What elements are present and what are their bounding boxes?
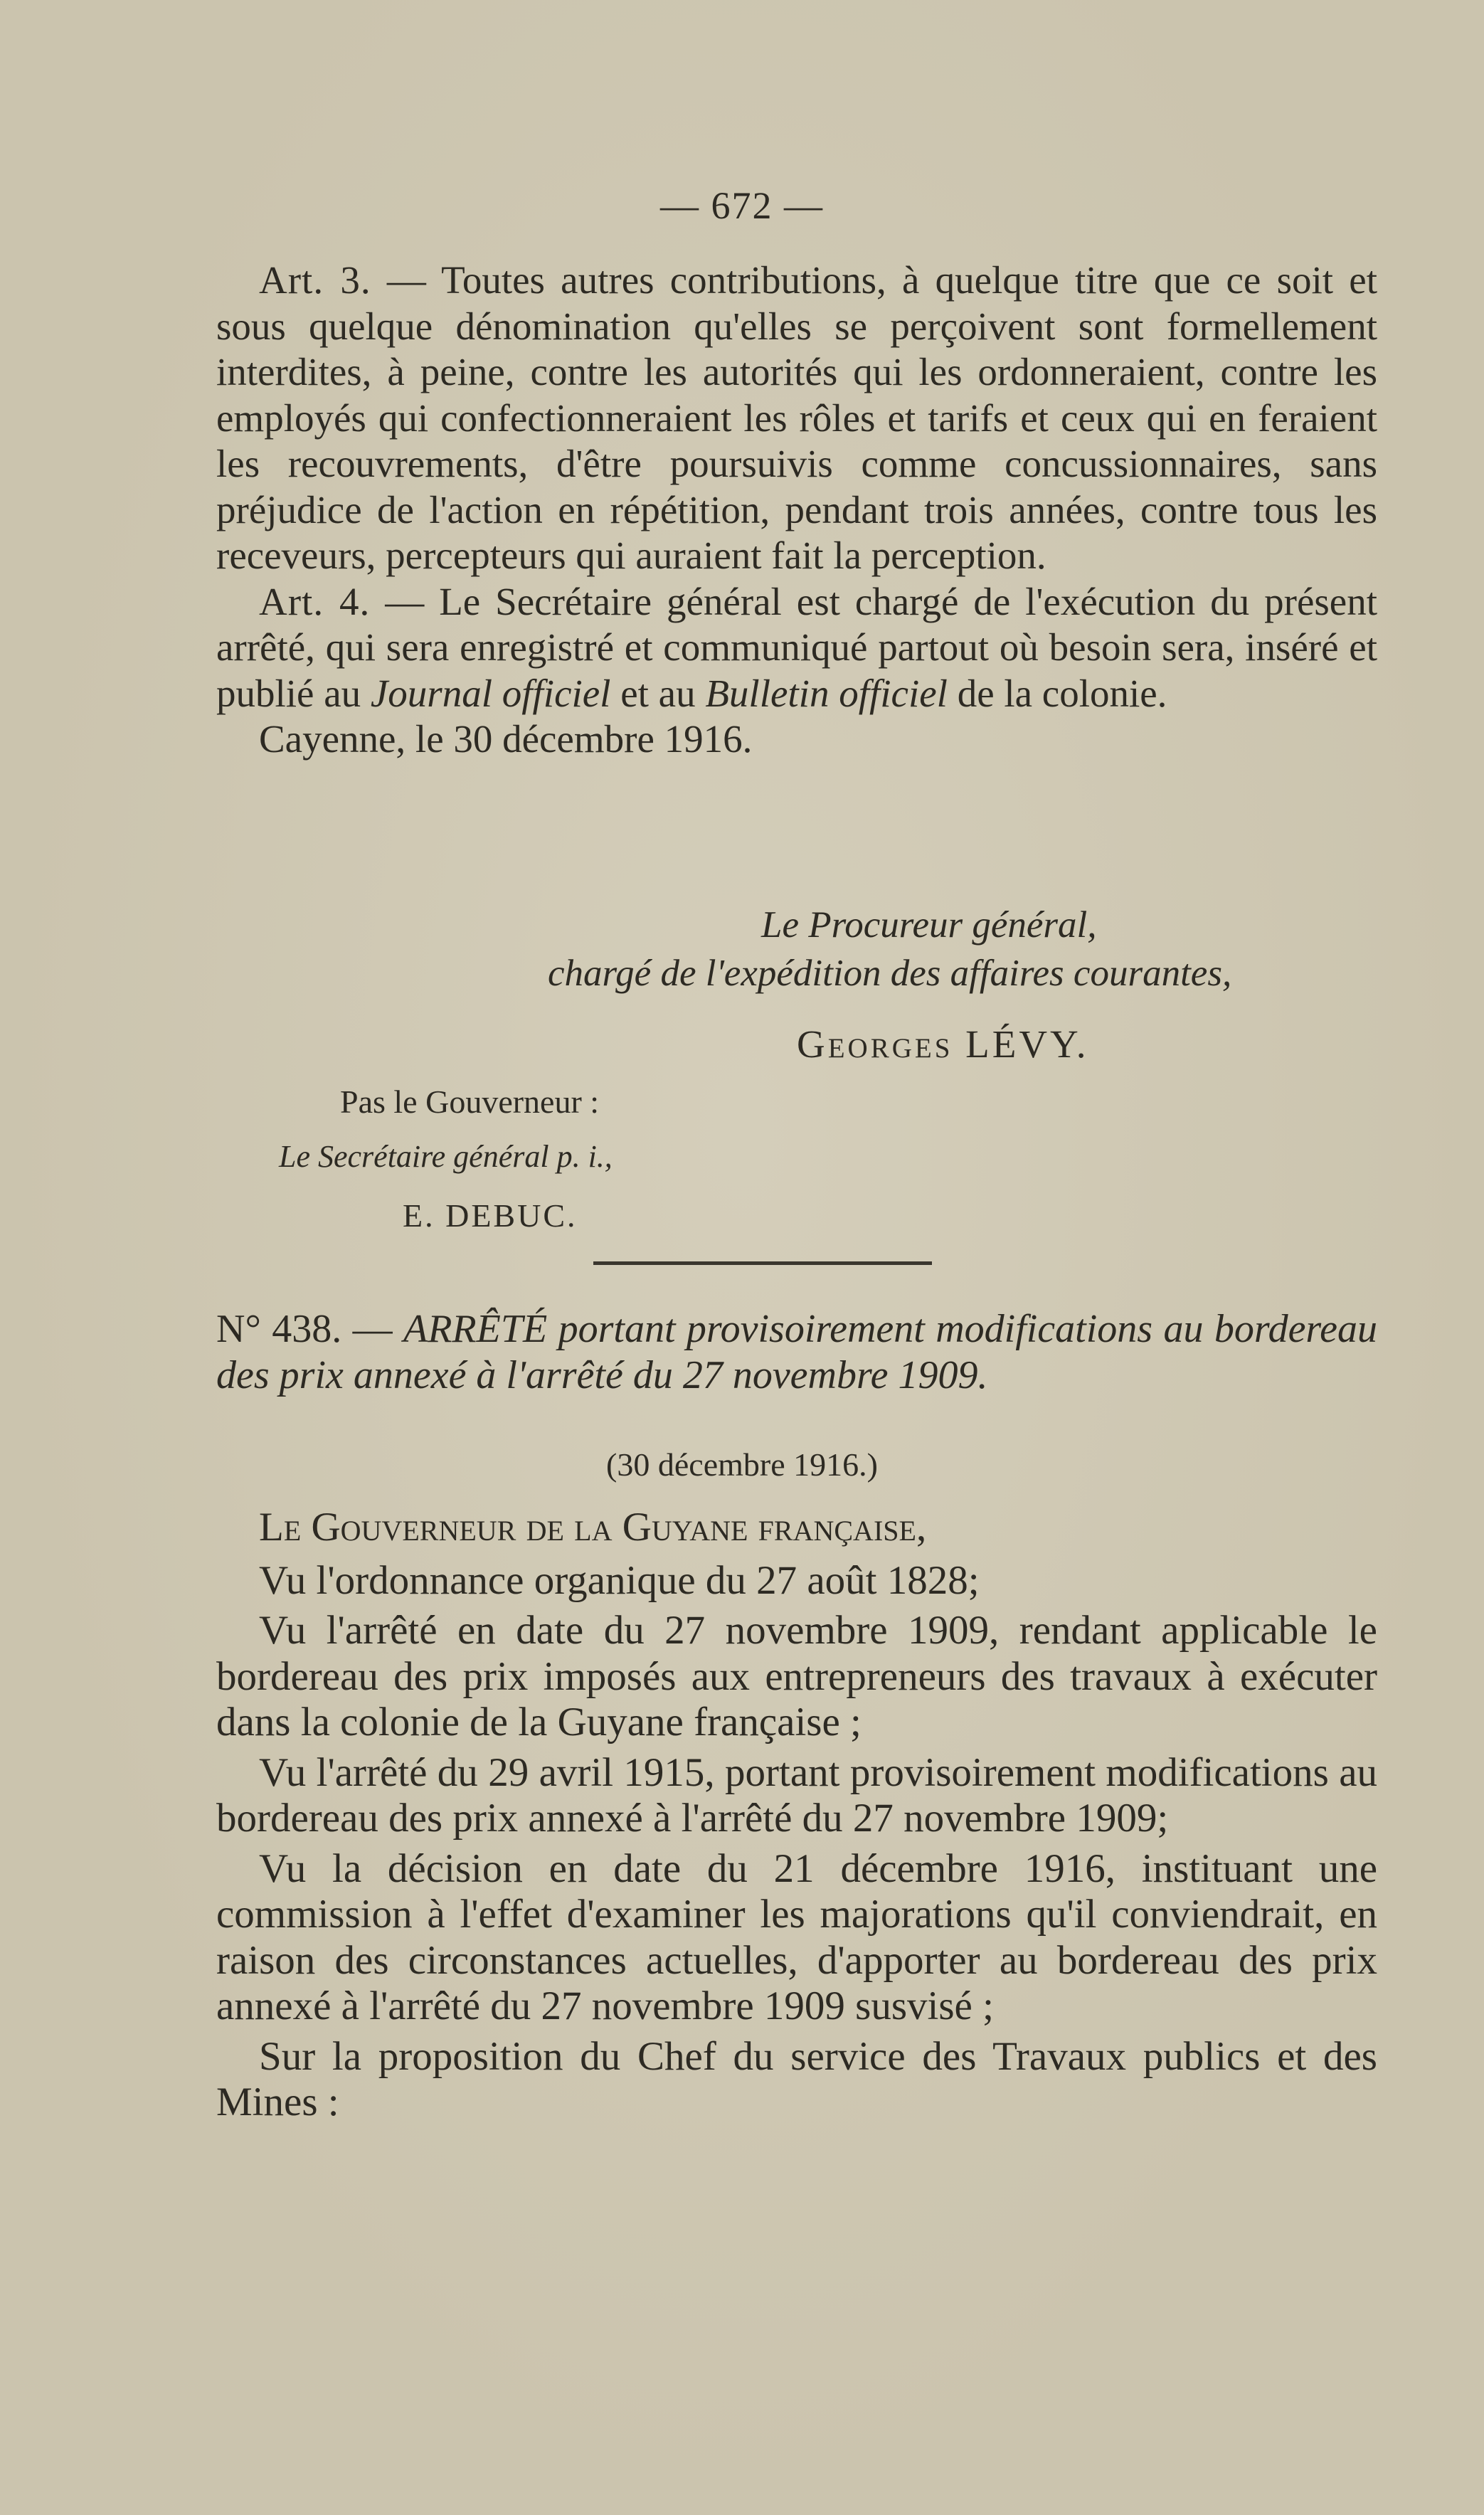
article-3-label: Art. 3.	[259, 258, 371, 302]
article-4-end: de la colonie.	[957, 671, 1167, 715]
article-4-label: Art. 4.	[259, 579, 371, 623]
decree-438-body	[216, 1505, 1377, 2130]
sur-proposition: Sur la proposition du Chef du service des Travaux publics et des Mines :	[216, 2033, 1377, 2124]
article-4-and: et au	[620, 671, 696, 715]
decree-arrete: ARRÊTÉ	[403, 1307, 548, 1351]
vu-arrete-1915: Vu l'arrêté du 29 avril 1915, portant provisoirement modifications au bordereau des prix annexé à l'arrêté du 27 novembre 1909;	[216, 1749, 1377, 1841]
decree-438-title	[216, 1306, 1377, 1398]
vu-decision-1916: Vu la décision en date du 21 décembre 1916, instituant une commission à l'effet d'examiner les majorations qu'il conviendrait, en raison des circonstances actuelles, d'apporter au bordereau des prix annexé à l'arrêté du 27 novembre 1909 susvisé ;	[216, 1846, 1377, 2028]
article-4	[216, 579, 1377, 717]
decree-title-rest: portant provisoirement modifications au bordereau des prix annexé à l'arrêté du 27 novembre 1909.	[216, 1307, 1377, 1397]
secretary-name: E. DEBUC.	[403, 1197, 578, 1234]
section-divider	[593, 1261, 932, 1265]
article-4-text: — Le Secrétaire général est chargé de l'exécution du présent arrêté, qui sera enregistré et communiqué partout où besoin sera, inséré et publié au	[216, 579, 1377, 715]
decree-dash: —	[352, 1307, 393, 1351]
place-date: Cayenne, le 30 décembre 1916.	[259, 717, 753, 761]
decree-438-date: (30 décembre 1916.)	[606, 1446, 878, 1483]
decree-number: N° 438.	[216, 1307, 342, 1351]
vu-arrete-1909: Vu l'arrêté en date du 27 novembre 1909, rendant applicable le bordereau des prix imposés aux entrepreneurs des travaux à exécuter dans la colonie de la Guyane française ;	[216, 1608, 1377, 1744]
bulletin-officiel: Bulletin officiel	[705, 671, 948, 715]
governor-line: Le Gouverneur de la Guyane française,	[259, 1505, 927, 1550]
vu-ordonnance: Vu l'ordonnance organique du 27 août 1828;	[259, 1557, 980, 1603]
signatory-name: Georges LÉVY.	[797, 1022, 1089, 1066]
journal-officiel: Journal officiel	[370, 671, 611, 715]
decree-end-block	[216, 258, 1377, 763]
signature-title-2: chargé de l'expédition des affaires courantes,	[548, 953, 1232, 994]
decree-438-heading	[216, 1306, 1377, 1398]
secretary-title: Le Secrétaire général p. i.,	[279, 1139, 613, 1174]
signature-title-1: Le Procureur général,	[761, 904, 1097, 946]
article-3	[216, 258, 1377, 579]
article-3-text: — Toutes autres contributions, à quelque titre que ce soit et sous quelque dénomination qu'elles se perçoivent sont formellement interdites, à peine, contre les autorités qui les ordonneraient, contre les employés qui confectionneraient les rôles et tarifs et ceux qui en feraient les recouvrements, d'être poursuivis comme concussionnaires, sans préjudice de l'action en répétition, pendant trois années, contre tous les receveurs, percepteurs qui auraient fait la perception.	[216, 258, 1377, 577]
page-number: — 672 —	[660, 184, 824, 227]
for-governor: Pas le Gouverneur :	[340, 1084, 600, 1120]
